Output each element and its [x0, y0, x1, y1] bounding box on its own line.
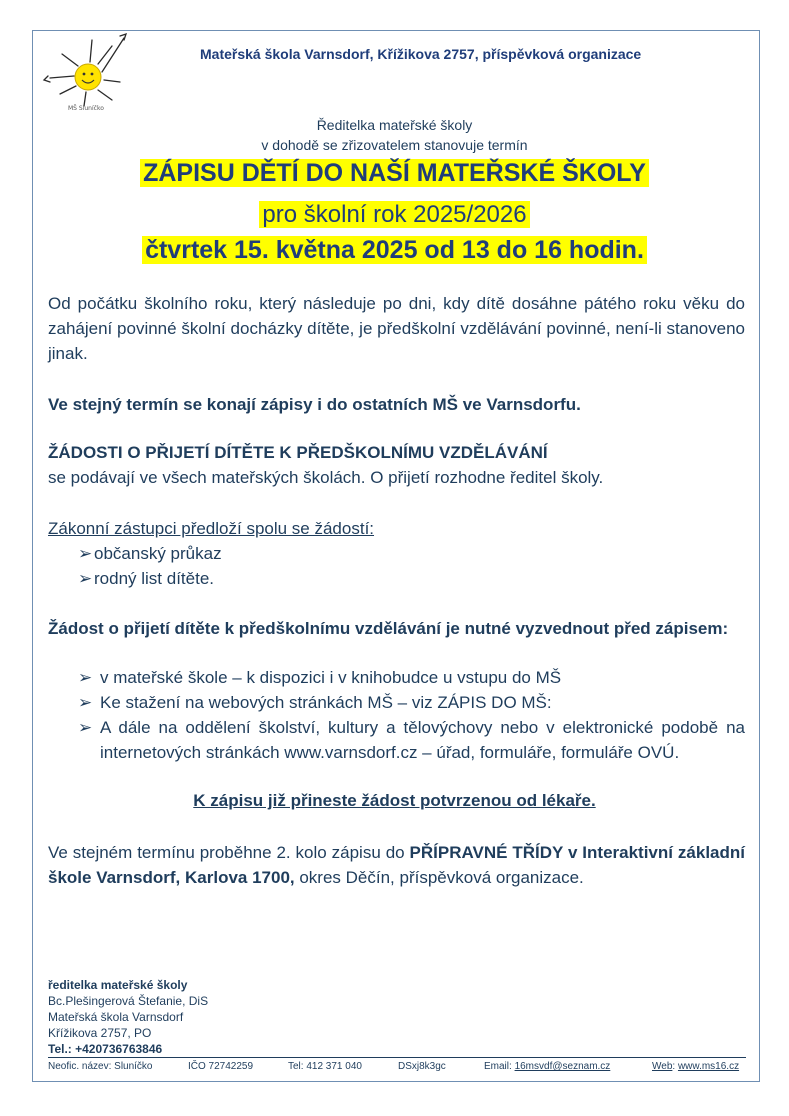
- footer-ds: DSxj8k3gc: [398, 1061, 446, 1072]
- documents-item-id: [78, 541, 222, 566]
- signature-title: ředitelka mateřské školy: [48, 978, 188, 992]
- intro-line-2: v dohodě se zřizovatelem stanovuje termín: [261, 137, 528, 153]
- footer-email: [484, 1061, 610, 1072]
- final-text-b: PŘÍPRAVNÉ TŘÍDY v Interaktivní základní škole Varnsdorf, Karlova 1700,: [48, 843, 745, 887]
- paragraph-applications-text: se podávají ve všech mateřských školách. O přijetí rozhodne ředitel školy.: [48, 468, 604, 487]
- headline-year: [0, 201, 789, 229]
- footer-tel: Tel: 412 371 040: [288, 1061, 362, 1072]
- pickup-title: Žádost o přijetí dítěte k předškolnímu vzdělávání je nutné vyzvednout před zápisem:: [48, 619, 729, 638]
- signature-block: [48, 977, 208, 1057]
- svg-text:MŠ Sluníčko: MŠ Sluníčko: [68, 105, 104, 112]
- footer-web-sep: :: [672, 1061, 678, 1072]
- headline-year-text: pro školní rok 2025/2026: [259, 201, 529, 228]
- signature-phone: Tel.: +420736763846: [48, 1042, 163, 1056]
- documents-item-label: rodný list dítěte.: [94, 569, 215, 588]
- documents-item-birth: [78, 566, 214, 591]
- arrow-bullet-icon: ➢: [78, 718, 93, 737]
- footer-web-link[interactable]: www.ms16.cz: [677, 1061, 740, 1072]
- footer-divider: [48, 1057, 746, 1058]
- pickup-item-label: A dále na oddělení školství, kultury a tělovýchovy nebo v elektronické podobě na internetových stránkách www.varnsdorf.cz – úřad, formuláře, formuláře OVÚ.: [100, 718, 745, 762]
- footer-ico: IČO 72742259: [188, 1061, 254, 1072]
- signature-address: Křížikova 2757, PO: [48, 1026, 152, 1040]
- footer-unofficial-name: Neofic. název: Sluníčko: [48, 1061, 153, 1072]
- footer-email-label: Email:: [484, 1061, 515, 1072]
- footer-web: [652, 1061, 739, 1072]
- headline-date: [0, 236, 789, 265]
- pickup-item-web: [78, 690, 552, 715]
- headline-date-text: čtvrtek 15. května 2025 od 13 do 16 hodin.: [142, 236, 647, 264]
- headline-title-text: ZÁPISU DĚTÍ DO NAŠÍ MATEŘSKÉ ŠKOLY: [140, 159, 649, 187]
- paragraph-applications-title: ŽÁDOSTI O PŘIJETÍ DÍTĚTE K PŘEDŠKOLNÍMU VZDĚLÁVÁNÍ: [48, 443, 548, 462]
- paragraph-preparatory-class: [48, 840, 745, 890]
- paragraph-same-term: Ve stejný termín se konají zápisy i do ostatních MŠ ve Varnsdorfu.: [48, 395, 581, 414]
- pickup-item-label: Ke stažení na webových stránkách MŠ – viz ZÁPIS DO MŠ:: [100, 693, 552, 712]
- documents-title: Zákonní zástupci předloží spolu se žádostí:: [48, 519, 375, 538]
- signature-org: Mateřská škola Varnsdorf: [48, 1010, 184, 1024]
- paragraph-compulsory: Od počátku školního roku, který následuje po dni, kdy dítě dosáhne pátého roku věku do zahájení povinné školní docházky dítěte, je předškolní vzdělávání povinné, není-li stanoveno jinak.: [48, 294, 745, 363]
- school-header: Mateřská škola Varnsdorf, Křížikova 2757, příspěvková organizace: [200, 46, 642, 62]
- footer-email-link[interactable]: 16msvdf@seznam.cz: [514, 1061, 611, 1072]
- arrow-bullet-icon: ➢: [78, 569, 93, 588]
- arrow-bullet-icon: ➢: [78, 668, 93, 687]
- arrow-bullet-icon: ➢: [78, 544, 93, 563]
- pickup-item-office: [78, 715, 745, 765]
- final-text-c: okres Děčín, příspěvková organizace.: [294, 868, 584, 887]
- sun-logo-icon: [40, 32, 130, 112]
- arrow-bullet-icon: ➢: [78, 693, 93, 712]
- pickup-item-label: v mateřské škole – k dispozici i v knihobudce u vstupu do MŠ: [100, 668, 562, 687]
- footer-web-label: Web: [652, 1061, 673, 1072]
- documents-item-label: občanský průkaz: [94, 544, 222, 563]
- intro-line-1: Ředitelka mateřské školy: [316, 117, 473, 133]
- headline-title: [0, 159, 789, 188]
- final-text-a: Ve stejném termínu proběhne 2. kolo zápisu do: [48, 843, 410, 862]
- doctor-confirmation-note: K zápisu již přineste žádost potvrzenou od lékaře.: [193, 791, 596, 810]
- pickup-item-school: [78, 665, 561, 690]
- signature-name: Bc.Plešingerová Štefanie, DiS: [48, 994, 209, 1008]
